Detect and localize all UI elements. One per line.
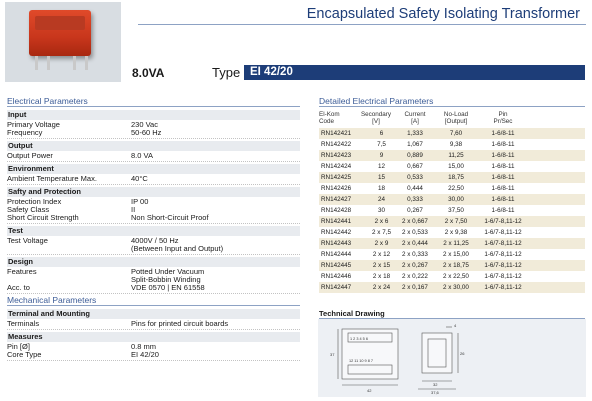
cell-code: RN142446	[321, 273, 352, 280]
cell-code: RN142423	[321, 152, 352, 159]
pin-graphic	[73, 56, 76, 70]
cell-secondary: 2 x 6	[374, 218, 389, 225]
cell-pin: 1-6/7-8,11-12	[484, 240, 522, 247]
cell-current: 2 x 0,167	[402, 284, 428, 291]
param-label-primary-voltage: Primary Voltage	[7, 120, 60, 129]
cell-noload: 18,75	[448, 174, 464, 181]
param-value-acc-to: VDE 0570 | EN 61558	[131, 283, 205, 292]
pin-numbers-top: 1 2 3 4 5 6	[350, 337, 368, 341]
cell-current: 0,444	[407, 185, 423, 192]
group-heading-measures: Measures	[7, 332, 300, 342]
mechanical-parameters-heading: Mechanical Parameters	[7, 295, 97, 305]
col-header-pin: Pin Pr/Sec	[493, 111, 513, 125]
cell-noload: 7,60	[449, 130, 463, 137]
cell-pin: 1-6/7-8,11-12	[484, 218, 522, 225]
cell-pin: 1-6/8-11	[491, 207, 515, 214]
dim-width-label: 42	[367, 388, 372, 393]
cell-code: RN142428	[321, 207, 352, 214]
group-heading-terminal-and-mounting: Terminal and Mounting	[7, 309, 300, 319]
technical-drawing	[318, 319, 586, 397]
col-header-noload: No-Load [Output]	[443, 111, 469, 125]
group-heading-test: Test	[7, 226, 300, 236]
cell-secondary: 12	[377, 163, 385, 170]
col-header-current: Current [A]	[404, 111, 426, 125]
table-row	[319, 183, 585, 194]
table-row	[319, 205, 585, 216]
param-label-test-voltage: Test Voltage	[7, 236, 48, 245]
title-divider	[138, 24, 586, 25]
dim-side-depth-label: 4	[454, 323, 457, 328]
cell-code: RN142443	[321, 240, 352, 247]
param-value-core-type: EI 42/20	[131, 350, 159, 359]
type-value-bar: EI 42/20	[244, 65, 585, 80]
type-label: Type	[212, 65, 241, 80]
cell-secondary: 2 x 12	[372, 251, 391, 258]
electrical-parameters-heading: Electrical Parameters	[7, 96, 88, 106]
cell-secondary: 2 x 18	[372, 273, 391, 280]
param-value-protection-index: IP 00	[131, 197, 149, 206]
dim-side-overall-label: 37,6	[431, 390, 439, 395]
param-label-short-circuit-strength: Short Circuit Strength	[7, 213, 79, 222]
param-label-core-type: Core Type	[7, 350, 42, 359]
param-value-features-line2: Split-Bobbin Winding	[131, 275, 201, 284]
table-row	[319, 216, 585, 227]
param-value-test-voltage-line2: (Between Input and Output)	[131, 244, 224, 253]
cell-code: RN142426	[321, 185, 352, 192]
cell-current: 0,667	[407, 163, 423, 170]
group-heading-environment: Environment	[7, 164, 300, 174]
cell-current: 2 x 0,533	[402, 229, 428, 236]
cell-pin: 1-6/8-11	[491, 152, 515, 159]
cell-pin: 1-6/7-8,11-12	[484, 273, 522, 280]
dim-side-height-label: 26	[460, 351, 465, 356]
cell-current: 2 x 0,667	[402, 218, 428, 225]
group-divider	[7, 293, 300, 294]
table-row	[319, 161, 585, 172]
group-divider	[7, 329, 300, 330]
cell-code: RN142427	[321, 196, 352, 203]
cell-noload: 22,50	[448, 185, 464, 192]
param-label-acc-to: Acc. to	[7, 283, 30, 292]
cell-noload: 2 x 22,50	[443, 273, 469, 280]
cell-noload: 2 x 11,25	[443, 240, 469, 247]
cell-pin: 1-6/8-11	[491, 196, 515, 203]
param-label-pin: Pin [Ø]	[7, 342, 30, 351]
cell-pin: 1-6/7-8,11-12	[484, 284, 522, 291]
param-label-protection-index: Protection Index	[7, 197, 62, 206]
param-value-features: Potted Under Vacuum	[131, 267, 205, 276]
page-title: Encapsulated Safety Isolating Transformer	[306, 6, 580, 22]
param-value-pin: 0.8 mm	[131, 342, 157, 351]
cell-secondary: 30	[377, 207, 385, 214]
table-row	[319, 282, 585, 293]
cell-secondary: 6	[379, 130, 384, 137]
dim-side-width-label: 32	[433, 382, 438, 387]
cell-pin: 1-6/8-11	[491, 174, 515, 181]
cell-secondary: 7,5	[377, 141, 386, 148]
group-heading-design: Design	[7, 257, 300, 267]
param-label-safety-class: Safety Class	[7, 205, 50, 214]
section-divider	[319, 106, 585, 107]
cell-current: 1,333	[407, 130, 423, 137]
cell-pin: 1-6/8-11	[491, 163, 515, 170]
table-row	[319, 271, 585, 282]
cell-current: 2 x 0,267	[402, 262, 428, 269]
cell-secondary: 2 x 9	[374, 240, 389, 247]
cell-noload: 2 x 18,75	[443, 262, 469, 269]
cell-current: 0,533	[407, 174, 423, 181]
cell-current: 0,889	[407, 152, 423, 159]
cell-noload: 15,00	[448, 163, 464, 170]
product-photo	[5, 2, 121, 82]
group-divider	[7, 184, 300, 185]
param-label-frequency: Frequency	[7, 128, 43, 137]
table-row	[319, 260, 585, 271]
table-row	[319, 249, 585, 260]
cell-noload: 2 x 15,00	[443, 251, 469, 258]
param-value-primary-voltage: 230 Vac	[131, 120, 158, 129]
cell-secondary: 18	[377, 185, 385, 192]
cell-secondary: 2 x 15	[372, 262, 391, 269]
param-value-output-power: 8.0 VA	[131, 151, 153, 160]
cell-code: RN142444	[321, 251, 352, 258]
cell-noload: 2 x 7,50	[444, 218, 468, 225]
section-divider	[7, 106, 300, 107]
pin-graphic	[85, 56, 88, 70]
param-label-terminals: Terminals	[7, 319, 40, 328]
detailed-parameters-heading: Detailed Electrical Parameters	[319, 96, 434, 106]
param-value-ambient-temperature-max: 40°C	[131, 174, 148, 183]
cell-current: 2 x 0,333	[402, 251, 428, 258]
param-value-short-circuit-strength: Non Short-Circuit Proof	[131, 213, 209, 222]
col-header-secondary: Secondary [V]	[360, 111, 392, 125]
group-divider	[7, 138, 300, 139]
cell-secondary: 24	[377, 196, 385, 203]
group-divider	[7, 223, 300, 224]
technical-drawing-heading: Technical Drawing	[319, 309, 385, 318]
group-divider	[7, 161, 300, 162]
technical-drawing-panel	[318, 319, 586, 397]
group-divider	[7, 254, 300, 255]
cell-current: 1,067	[407, 141, 423, 148]
pin-graphic	[47, 56, 50, 70]
cell-noload: 2 x 9,38	[444, 229, 468, 236]
param-value-test-voltage: 4000V / 50 Hz	[131, 236, 179, 245]
cell-code: RN142447	[321, 284, 352, 291]
cell-current: 0,267	[407, 207, 423, 214]
cell-code: RN142445	[321, 262, 352, 269]
cell-pin: 1-6/8-11	[491, 130, 515, 137]
power-rating: 8.0VA	[132, 66, 165, 80]
param-label-features: Features	[7, 267, 37, 276]
cell-current: 0,333	[407, 196, 423, 203]
cell-pin: 1-6/8-11	[491, 185, 515, 192]
section-divider	[7, 305, 300, 306]
param-label-output-power: Output Power	[7, 151, 53, 160]
cell-pin: 1-6/7-8,11-12	[484, 251, 522, 258]
cell-code: RN142421	[321, 130, 352, 137]
cell-code: RN142424	[321, 163, 352, 170]
param-label-ambient-temperature-max: Ambient Temperature Max.	[7, 174, 97, 183]
group-heading-safty-and-protection: Safty and Protection	[7, 187, 300, 197]
cell-secondary: 9	[379, 152, 384, 159]
param-value-safety-class: II	[131, 205, 136, 214]
pin-graphic	[35, 56, 38, 70]
group-heading-input: Input	[7, 110, 300, 120]
cell-secondary: 2 x 7,5	[372, 229, 391, 236]
table-row	[319, 227, 585, 238]
param-value-frequency: 50-60 Hz	[131, 128, 162, 137]
cell-code: RN142422	[321, 141, 352, 148]
col-header-code: El-Kom Code	[319, 111, 340, 125]
table-row	[319, 139, 585, 150]
cell-current: 2 x 0,222	[402, 273, 428, 280]
group-divider	[7, 360, 300, 361]
cell-code: RN142442	[321, 229, 352, 236]
cell-code: RN142441	[321, 218, 352, 225]
cell-pin: 1-6/8-11	[491, 141, 515, 148]
cell-pin: 1-6/7-8,11-12	[484, 262, 522, 269]
table-row	[319, 238, 585, 249]
cell-noload: 37,50	[448, 207, 464, 214]
pin-numbers-bottom: 12 11 10 9 8 7	[349, 359, 373, 363]
cell-pin: 1-6/7-8,11-12	[484, 229, 522, 236]
cell-noload: 2 x 30,00	[443, 284, 469, 291]
dim-height-label: 37	[330, 352, 335, 357]
table-row	[319, 150, 585, 161]
param-value-terminals: Pins for printed circuit boards	[131, 319, 229, 328]
table-row	[319, 194, 585, 205]
table-row	[319, 128, 585, 139]
group-heading-output: Output	[7, 141, 300, 151]
cell-code: RN142425	[321, 174, 352, 181]
table-row	[319, 172, 585, 183]
cell-noload: 9,38	[449, 141, 463, 148]
transformer-label-area	[35, 16, 85, 30]
cell-secondary: 2 x 24	[372, 284, 391, 291]
cell-noload: 30,00	[448, 196, 464, 203]
cell-noload: 11,25	[448, 152, 464, 159]
cell-secondary: 15	[377, 174, 385, 181]
cell-current: 2 x 0,444	[402, 240, 428, 247]
